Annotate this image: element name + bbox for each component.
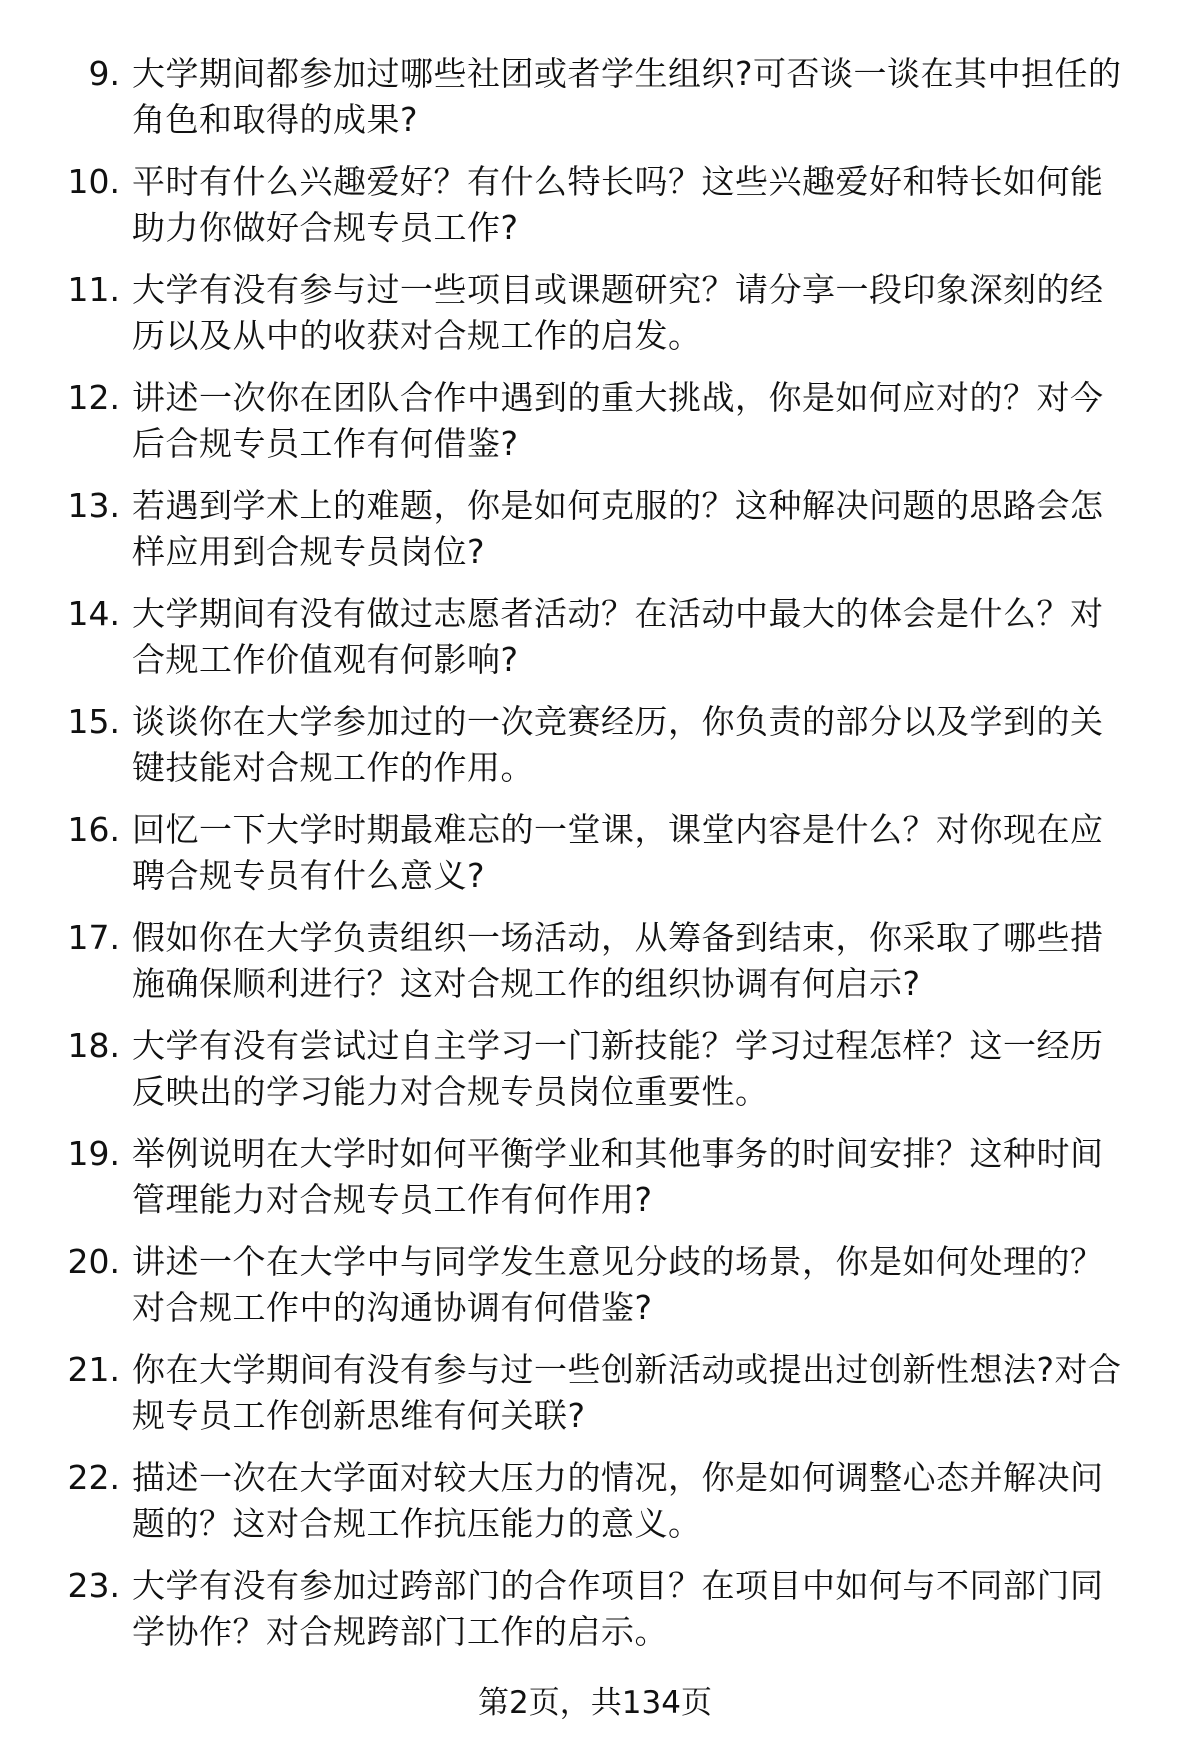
question-text: 回忆一下大学时期最难忘的一堂课，课堂内容是什么？对你现在应聘合规专员有什么意义? (132, 810, 1104, 895)
question-text: 描述一次在大学面对较大压力的情况，你是如何调整心态并解决问题的？这对合规工作抗压能力的意义。 (132, 1458, 1104, 1543)
question-number: 12. (67, 378, 120, 417)
question-item-10 (60, 159, 1150, 267)
question-item-16 (60, 807, 1150, 915)
question-item-12 (60, 375, 1150, 483)
question-item-20 (60, 1239, 1150, 1347)
question-number: 9. (88, 54, 120, 93)
question-text: 讲述一个在大学中与同学发生意见分歧的场景，你是如何处理的？对合规工作中的沟通协调有何借鉴? (132, 1242, 1104, 1327)
question-item-11 (60, 267, 1150, 375)
question-text: 若遇到学术上的难题，你是如何克服的？这种解决问题的思路会怎样应用到合规专员岗位? (132, 486, 1104, 571)
question-number: 10. (67, 162, 120, 201)
question-item-14 (60, 591, 1150, 699)
question-number: 19. (67, 1134, 120, 1173)
question-number: 17. (67, 918, 120, 957)
question-text: 举例说明在大学时如何平衡学业和其他事务的时间安排？这种时间管理能力对合规专员工作有何作用? (132, 1134, 1104, 1219)
question-number: 22. (67, 1458, 120, 1497)
question-text: 大学有没有参加过跨部门的合作项目？在项目中如何与不同部门同学协作？对合规跨部门工作的启示。 (132, 1566, 1104, 1651)
question-number: 20. (67, 1242, 120, 1281)
question-number: 18. (67, 1026, 120, 1065)
question-number: 13. (67, 486, 120, 525)
question-text: 大学期间都参加过哪些社团或者学生组织?可否谈一谈在其中担任的角色和取得的成果? (132, 54, 1122, 139)
question-item-21 (60, 1347, 1150, 1455)
question-text: 大学有没有参与过一些项目或课题研究？请分享一段印象深刻的经历以及从中的收获对合规工作的启发。 (132, 270, 1104, 355)
question-text: 大学期间有没有做过志愿者活动？在活动中最大的体会是什么？对合规工作价值观有何影响? (132, 594, 1104, 679)
question-text: 谈谈你在大学参加过的一次竞赛经历，你负责的部分以及学到的关键技能对合规工作的作用。 (132, 702, 1104, 787)
question-number: 15. (67, 702, 120, 741)
question-item-9 (60, 51, 1150, 159)
page-number-footer: 第2页，共134页 (478, 1685, 712, 1721)
question-item-15 (60, 699, 1150, 807)
question-number: 23. (67, 1566, 120, 1605)
question-item-22 (60, 1455, 1150, 1563)
question-item-19 (60, 1131, 1150, 1239)
question-list (60, 51, 1150, 1671)
question-number: 11. (67, 270, 120, 309)
question-item-17 (60, 915, 1150, 1023)
question-text: 大学有没有尝试过自主学习一门新技能？学习过程怎样？这一经历反映出的学习能力对合规专员岗位重要性。 (132, 1026, 1104, 1111)
question-item-13 (60, 483, 1150, 591)
question-item-23 (60, 1563, 1150, 1671)
question-text: 讲述一次你在团队合作中遇到的重大挑战，你是如何应对的？对今后合规专员工作有何借鉴? (132, 378, 1104, 463)
question-text: 你在大学期间有没有参与过一些创新活动或提出过创新性想法?对合规专员工作创新思维有何关联? (132, 1350, 1122, 1435)
question-text: 假如你在大学负责组织一场活动，从筹备到结束，你采取了哪些措施确保顺利进行？这对合规工作的组织协调有何启示? (132, 918, 1104, 1003)
question-text: 平时有什么兴趣爱好？有什么特长吗？这些兴趣爱好和特长如何能助力你做好合规专员工作? (132, 162, 1104, 247)
question-item-18 (60, 1023, 1150, 1131)
question-number: 21. (67, 1350, 120, 1389)
question-number: 16. (67, 810, 120, 849)
question-number: 14. (67, 594, 120, 633)
